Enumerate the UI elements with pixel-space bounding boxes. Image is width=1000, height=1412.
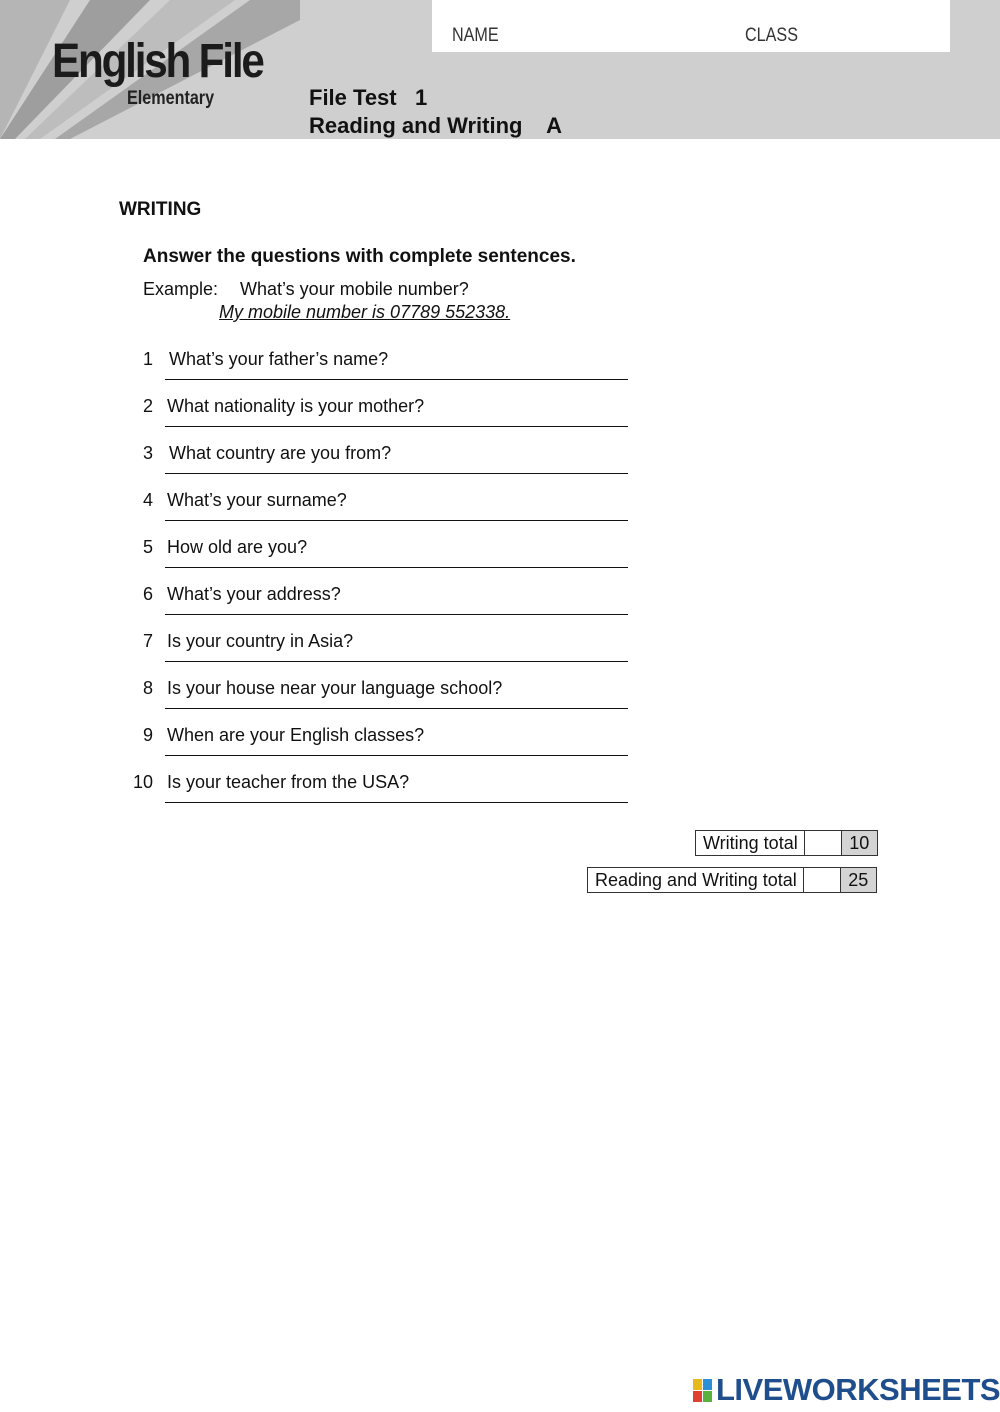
question-number: 4 [142,490,153,510]
question-number: 3 [142,443,153,463]
liveworksheets-icon [693,1377,713,1403]
liveworksheets-watermark [693,1372,1000,1408]
question-text: Is your country in Asia? [167,631,354,651]
instruction: Answer the questions with complete sentences. [143,246,576,267]
question-text: What nationality is your mother? [167,396,425,416]
class-label: CLASS [745,25,798,46]
question-number: 7 [142,631,153,651]
answer-line[interactable] [165,708,628,709]
writing-total-label: Writing total [696,831,805,855]
question-3 [0,443,1000,490]
answer-line[interactable] [165,614,628,615]
answer-line[interactable] [165,661,628,662]
question-number: 10 [132,772,153,792]
question-8 [0,678,1000,725]
answer-line[interactable] [165,567,628,568]
header-banner [0,0,1000,139]
writing-score-input[interactable] [805,831,842,855]
question-text: What’s your address? [167,584,341,604]
example-label: Example: [143,279,219,299]
answer-line[interactable] [165,379,628,380]
watermark-text: LIVEWORKSHEETS [716,1372,1000,1407]
question-6 [0,584,1000,631]
reading-writing-score-input[interactable] [804,868,841,892]
test-subtitle: Reading and Writing A [309,113,562,138]
question-text: How old are you? [167,537,308,557]
answer-line[interactable] [165,473,628,474]
answer-line[interactable] [165,755,628,756]
reading-writing-total-box [587,867,877,893]
section-title: WRITING [119,199,202,220]
question-7 [0,631,1000,678]
test-title: File Test 1 [309,85,428,110]
example-question: What’s your mobile number? [240,279,469,299]
answer-line[interactable] [165,426,628,427]
question-10 [0,772,1000,819]
name-label: NAME [452,25,499,46]
question-number: 9 [142,725,153,745]
logo-subtitle: Elementary [127,88,215,109]
question-text: When are your English classes? [167,725,425,745]
question-text: What’s your father’s name? [169,349,389,369]
question-4 [0,490,1000,537]
logo-title: English File [52,35,263,88]
question-9 [0,725,1000,772]
reading-writing-total-label: Reading and Writing total [588,868,804,892]
answer-line[interactable] [165,520,628,521]
question-1 [0,349,1000,396]
question-text: What country are you from? [169,443,392,463]
question-2 [0,396,1000,443]
name-class-box [432,0,950,52]
question-number: 2 [142,396,153,416]
question-number: 6 [142,584,153,604]
reading-writing-max-score: 25 [841,868,876,892]
question-text: What’s your surname? [167,490,347,510]
answer-line[interactable] [165,802,628,803]
example-answer: My mobile number is 07789 552338. [219,302,511,322]
question-number: 8 [142,678,153,698]
writing-max-score: 10 [842,831,877,855]
question-number: 1 [142,349,153,369]
question-text: Is your house near your language school? [167,678,503,698]
question-number: 5 [142,537,153,557]
question-text: Is your teacher from the USA? [167,772,410,792]
writing-total-box [695,830,878,856]
question-5 [0,537,1000,584]
